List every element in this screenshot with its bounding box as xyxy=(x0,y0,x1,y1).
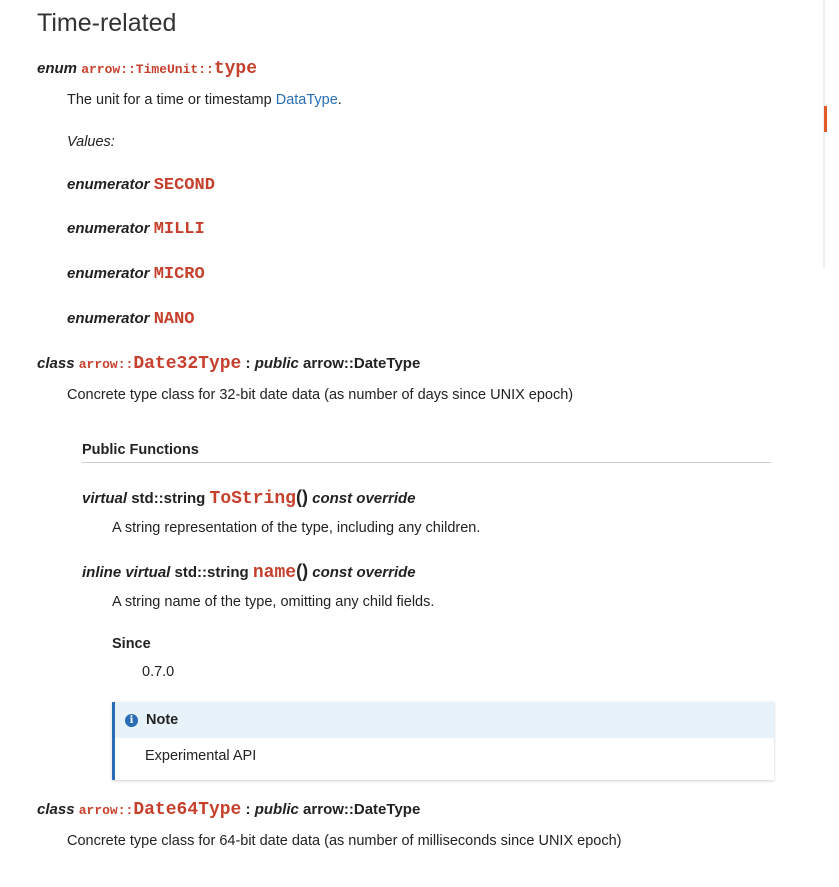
enum-description xyxy=(67,92,342,108)
enumerator-name: SECOND xyxy=(153,176,215,195)
enum-description-suffix: . xyxy=(337,92,342,108)
enumerator-nano xyxy=(67,310,195,329)
enumerator-keyword: enumerator xyxy=(67,220,150,237)
function-tostring-description: A string representation of the type, including any children. xyxy=(112,520,481,536)
class-date64-signature xyxy=(37,800,420,820)
access-specifier: public xyxy=(254,801,299,818)
class-name: Date32Type xyxy=(133,354,242,374)
function-name-signature xyxy=(82,561,416,583)
function-suffix: const override xyxy=(312,564,416,581)
function-qualifier: inline virtual xyxy=(82,564,171,581)
function-parens: () xyxy=(295,487,308,507)
note-body: Experimental API xyxy=(145,748,257,764)
class-namespace: arrow:: xyxy=(78,357,134,372)
enum-namespace-2: TimeUnit:: xyxy=(135,62,214,77)
enumerator-micro xyxy=(67,265,205,284)
function-name-description: A string name of the type, omitting any child fields. xyxy=(112,594,435,610)
enum-signature xyxy=(37,59,257,79)
since-value: 0.7.0 xyxy=(142,664,175,680)
info-icon: i xyxy=(125,714,138,727)
scrollbar-track[interactable] xyxy=(823,0,825,268)
access-specifier: public xyxy=(254,355,299,372)
section-title: Time-related xyxy=(37,9,177,37)
inheritance-colon: : xyxy=(245,355,251,372)
enumerator-keyword: enumerator xyxy=(67,176,150,193)
enumerator-keyword: enumerator xyxy=(67,310,150,327)
enum-namespace: arrow:: xyxy=(81,62,136,77)
section-divider xyxy=(82,462,771,463)
enumerator-keyword: enumerator xyxy=(67,265,150,282)
function-qualifier: virtual xyxy=(82,490,128,507)
class-keyword: class xyxy=(37,801,75,818)
return-type: std::string xyxy=(131,490,206,507)
function-suffix: const override xyxy=(312,490,416,507)
values-label: Values: xyxy=(67,134,115,150)
return-type: std::string xyxy=(174,564,249,581)
function-name: ToString xyxy=(209,489,296,509)
enum-keyword: enum xyxy=(37,60,78,77)
note-header xyxy=(115,702,774,738)
class-name: Date64Type xyxy=(133,800,242,820)
public-functions-heading: Public Functions xyxy=(82,442,199,458)
function-tostring-signature xyxy=(82,487,416,509)
scrollbar-position-marker[interactable] xyxy=(824,106,827,132)
enumerator-second xyxy=(67,176,215,195)
class-date64-description: Concrete type class for 64-bit date data (as number of milliseconds since UNIX epoch) xyxy=(67,833,622,849)
enumerator-name: NANO xyxy=(153,310,195,329)
note-title: Note xyxy=(146,712,179,728)
since-label: Since xyxy=(112,636,151,652)
function-parens: () xyxy=(296,561,309,581)
inheritance-colon: : xyxy=(245,801,251,818)
enumerator-name: MILLI xyxy=(153,220,205,239)
class-namespace: arrow:: xyxy=(78,803,134,818)
enumerator-milli xyxy=(67,220,205,239)
class-date32-description: Concrete type class for 32-bit date data (as number of days since UNIX epoch) xyxy=(67,387,574,403)
datatype-link[interactable]: DataType xyxy=(275,92,338,108)
base-class: arrow::DateType xyxy=(303,801,421,818)
class-keyword: class xyxy=(37,355,75,372)
note-admonition xyxy=(112,702,774,780)
enum-name: type xyxy=(213,59,258,79)
function-name: name xyxy=(252,563,297,583)
class-date32-signature xyxy=(37,354,420,374)
enumerator-name: MICRO xyxy=(153,265,205,284)
base-class: arrow::DateType xyxy=(303,355,421,372)
enum-description-text: The unit for a time or timestamp xyxy=(67,92,276,108)
